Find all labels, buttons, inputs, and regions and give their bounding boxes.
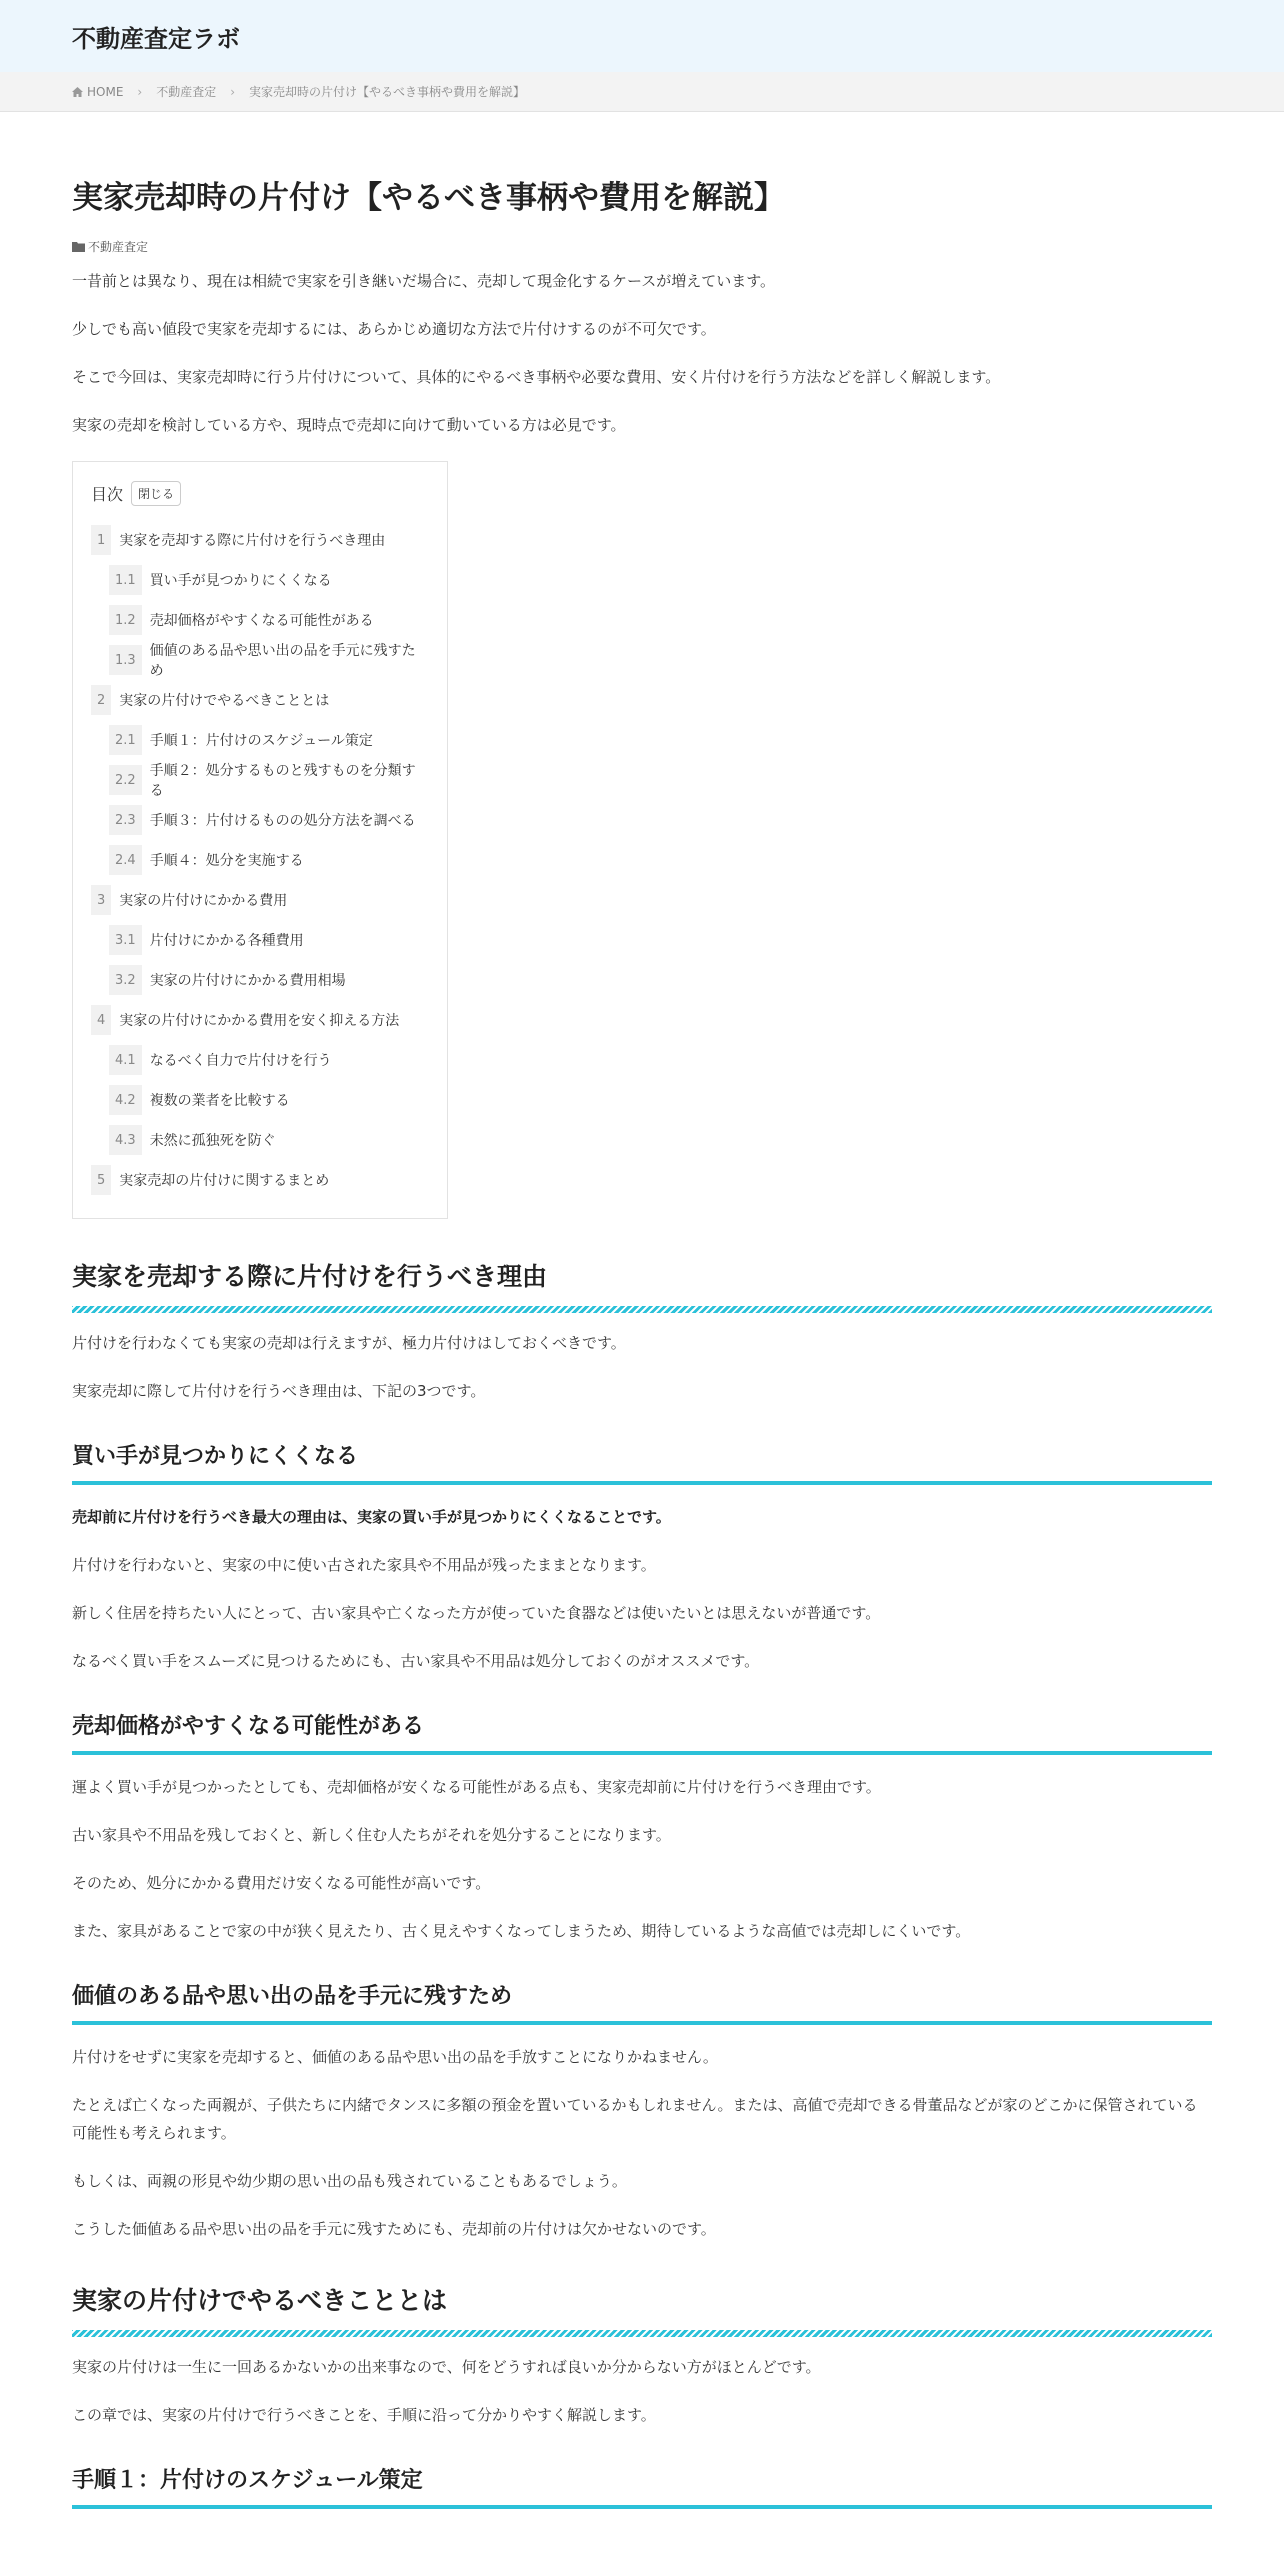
breadcrumb-separator-icon: ›	[230, 84, 236, 99]
subsection-heading: 買い手が見つかりにくくなる	[72, 1441, 1212, 1485]
toc-item[interactable]	[91, 960, 429, 1000]
toc-item[interactable]	[91, 720, 429, 760]
breadcrumb-current: 実家売却時の片付け【やるべき事柄や費用を解説】	[249, 85, 526, 99]
body-paragraph: 実家の片付けは一生に一回あるかないかの出来事なので、何をどうすれば良いか分からない方がほとんどです。	[72, 2358, 821, 2376]
intro-paragraph: 実家の売却を検討している方や、現時点で売却に向けて動いている方は必見です。	[72, 416, 626, 434]
subsection-heading: 価値のある品や思い出の品を手元に残すため	[72, 1981, 1212, 2025]
toc-item-number: 4	[91, 1005, 111, 1035]
toc-item[interactable]	[91, 920, 429, 960]
toc-item-number: 4.1	[109, 1045, 142, 1075]
breadcrumb-home-label: HOME	[87, 84, 124, 99]
post-category	[72, 238, 1212, 255]
body-paragraph: そのため、処分にかかる費用だけ安くなる可能性が高いです。	[72, 1874, 491, 1892]
toc-item-label: 手順１：片付けのスケジュール策定	[149, 733, 373, 749]
toc-item-number: 3.1	[109, 925, 142, 955]
toc-item-label: 未然に孤独死を防ぐ	[149, 1133, 276, 1149]
toc-item-label: 売却価格がやすくなる可能性がある	[149, 613, 374, 629]
toc-item-label: 実家の片付けでやるべきこととは	[119, 693, 330, 709]
breadcrumb-category-link[interactable]: 不動産査定	[156, 85, 217, 99]
toc-item-number: 1	[91, 525, 111, 555]
toc-item[interactable]	[91, 1000, 429, 1040]
body-paragraph: また、家具があることで家の中が狭く見えたり、古く見えやすくなってしまうため、期待しているような高値では売却しにくいです。	[72, 1922, 971, 1940]
toc-item-label: 価値のある品や思い出の品を手元に残すため	[149, 643, 416, 679]
toc-item-number: 2.4	[109, 845, 142, 875]
toc-item-label: 複数の業者を比較する	[149, 1093, 290, 1109]
subsection-heading: 手順１：片付けのスケジュール策定	[72, 2465, 1212, 2509]
lead-paragraph: 売却前に片付けを行うべき最大の理由は、実家の買い手が見つかりにくくなることです。	[72, 1508, 671, 1526]
page-title: 実家売却時の片付け【やるべき事柄や費用を解説】	[72, 180, 785, 216]
toc-item[interactable]	[91, 560, 429, 600]
toc-item[interactable]	[91, 1120, 429, 1160]
section-heading: 実家の片付けでやるべきこととは	[72, 2283, 1212, 2329]
body-paragraph: たとえば亡くなった両親が、子供たちに内緒でタンスに多額の預金を置いているかもしれません。または、高値で売却できる骨董品などが家のどこかに保管されている可能性も考えられます。	[72, 2096, 1198, 2142]
toc-item-number: 2	[91, 685, 111, 715]
toc-item-label: 実家売却の片付けに関するまとめ	[119, 1173, 330, 1189]
toc-item-number: 5	[91, 1165, 111, 1195]
toc-item[interactable]	[91, 640, 429, 680]
toc-item[interactable]	[91, 1040, 429, 1080]
body-paragraph: なるべく買い手をスムーズに見つけるためにも、古い家具や不用品は処分しておくのがオススメです。	[72, 1652, 760, 1670]
toc-item-label: 実家の片付けにかかる費用相場	[149, 973, 346, 989]
toc-item-number: 4.2	[109, 1085, 142, 1115]
intro-paragraph: そこで今回は、実家売却時に行う片付けについて、具体的にやるべき事柄や必要な費用、安く片付けを行う方法などを詳しく解説します。	[72, 368, 1001, 386]
intro-paragraph: 一昔前とは異なり、現在は相続で実家を引き継いだ場合に、売却して現金化するケースが増えています。	[72, 272, 776, 290]
body-paragraph: 運よく買い手が見つかったとしても、売却価格が安くなる可能性がある点も、実家売却前に片付けを行うべき理由です。	[72, 1778, 881, 1796]
category-link[interactable]: 不動産査定	[88, 240, 149, 254]
toc-item[interactable]	[91, 520, 429, 560]
article-content	[0, 176, 1284, 2509]
home-icon	[72, 87, 83, 97]
table-of-contents	[72, 461, 448, 1219]
toc-close-button[interactable]: 閉じる	[131, 481, 181, 506]
toc-item[interactable]	[91, 880, 429, 920]
toc-item-label: 買い手が見つかりにくくなる	[149, 573, 332, 589]
toc-item-number: 2.3	[109, 805, 142, 835]
folder-icon	[72, 241, 85, 252]
toc-item-label: 実家の片付けにかかる費用	[119, 893, 288, 909]
toc-item-label: 実家の片付けにかかる費用を安く抑える方法	[119, 1013, 400, 1029]
toc-item-label: 片付けにかかる各種費用	[149, 933, 304, 949]
toc-item[interactable]	[91, 1080, 429, 1120]
breadcrumb-home-link[interactable]	[72, 85, 123, 99]
toc-item-label: 手順２：処分するものと残すものを分類する	[149, 763, 416, 799]
toc-item-label: 実家を売却する際に片付けを行うべき理由	[119, 533, 386, 549]
toc-item-number: 1.2	[109, 605, 142, 635]
toc-item-label: 手順４：処分を実施する	[149, 853, 304, 869]
body-paragraph: 片付けをせずに実家を売却すると、価値のある品や思い出の品を手放すことになりかねません。	[72, 2048, 718, 2066]
site-header	[0, 0, 1284, 72]
toc-item-number: 2.1	[109, 725, 142, 755]
toc-item-number: 3.2	[109, 965, 142, 995]
toc-item[interactable]	[91, 840, 429, 880]
body-paragraph: こうした価値ある品や思い出の品を手元に残すためにも、売却前の片付けは欠かせないのです。	[72, 2220, 716, 2238]
section-heading: 実家を売却する際に片付けを行うべき理由	[72, 1259, 1212, 1305]
intro-paragraph: 少しでも高い値段で実家を売却するには、あらかじめ適切な方法で片付けするのが不可欠です。	[72, 320, 716, 338]
toc-item[interactable]	[91, 760, 429, 800]
toc-title: 目次	[91, 484, 124, 504]
body-paragraph: 片付けを行わなくても実家の売却は行えますが、極力片付けはしておくべきです。	[72, 1334, 626, 1352]
toc-item-number: 3	[91, 885, 111, 915]
toc-item-number: 2.2	[109, 765, 142, 795]
toc-item-label: 手順３：片付けるものの処分方法を調べる	[149, 813, 416, 829]
toc-item[interactable]	[91, 680, 429, 720]
body-paragraph: もしくは、両親の形見や幼少期の思い出の品も残されていることもあるでしょう。	[72, 2172, 627, 2190]
body-paragraph: 新しく住居を持ちたい人にとって、古い家具や亡くなった方が使っていた食器などは使いたいとは思えないが普通です。	[72, 1604, 881, 1622]
breadcrumb-separator-icon: ›	[137, 84, 143, 99]
body-paragraph: この章では、実家の片付けで行うべきことを、手順に沿って分かりやすく解説します。	[72, 2406, 656, 2424]
toc-item-number: 1.3	[109, 645, 142, 675]
subsection-heading: 売却価格がやすくなる可能性がある	[72, 1711, 1212, 1755]
toc-list	[91, 520, 429, 1200]
toc-header	[91, 480, 429, 506]
toc-item[interactable]	[91, 800, 429, 840]
site-title-link[interactable]: 不動産査定ラボ	[72, 24, 240, 53]
toc-item[interactable]	[91, 1160, 429, 1200]
toc-item-number: 4.3	[109, 1125, 142, 1155]
toc-item-label: なるべく自力で片付けを行う	[149, 1053, 332, 1069]
breadcrumb	[0, 72, 1284, 112]
body-paragraph: 片付けを行わないと、実家の中に使い古された家具や不用品が残ったままとなります。	[72, 1556, 656, 1574]
toc-item[interactable]	[91, 600, 429, 640]
toc-item-number: 1.1	[109, 565, 142, 595]
body-paragraph: 実家売却に際して片付けを行うべき理由は、下記の3つです。	[72, 1382, 486, 1400]
body-paragraph: 古い家具や不用品を残しておくと、新しく住む人たちがそれを処分することになります。	[72, 1826, 671, 1844]
